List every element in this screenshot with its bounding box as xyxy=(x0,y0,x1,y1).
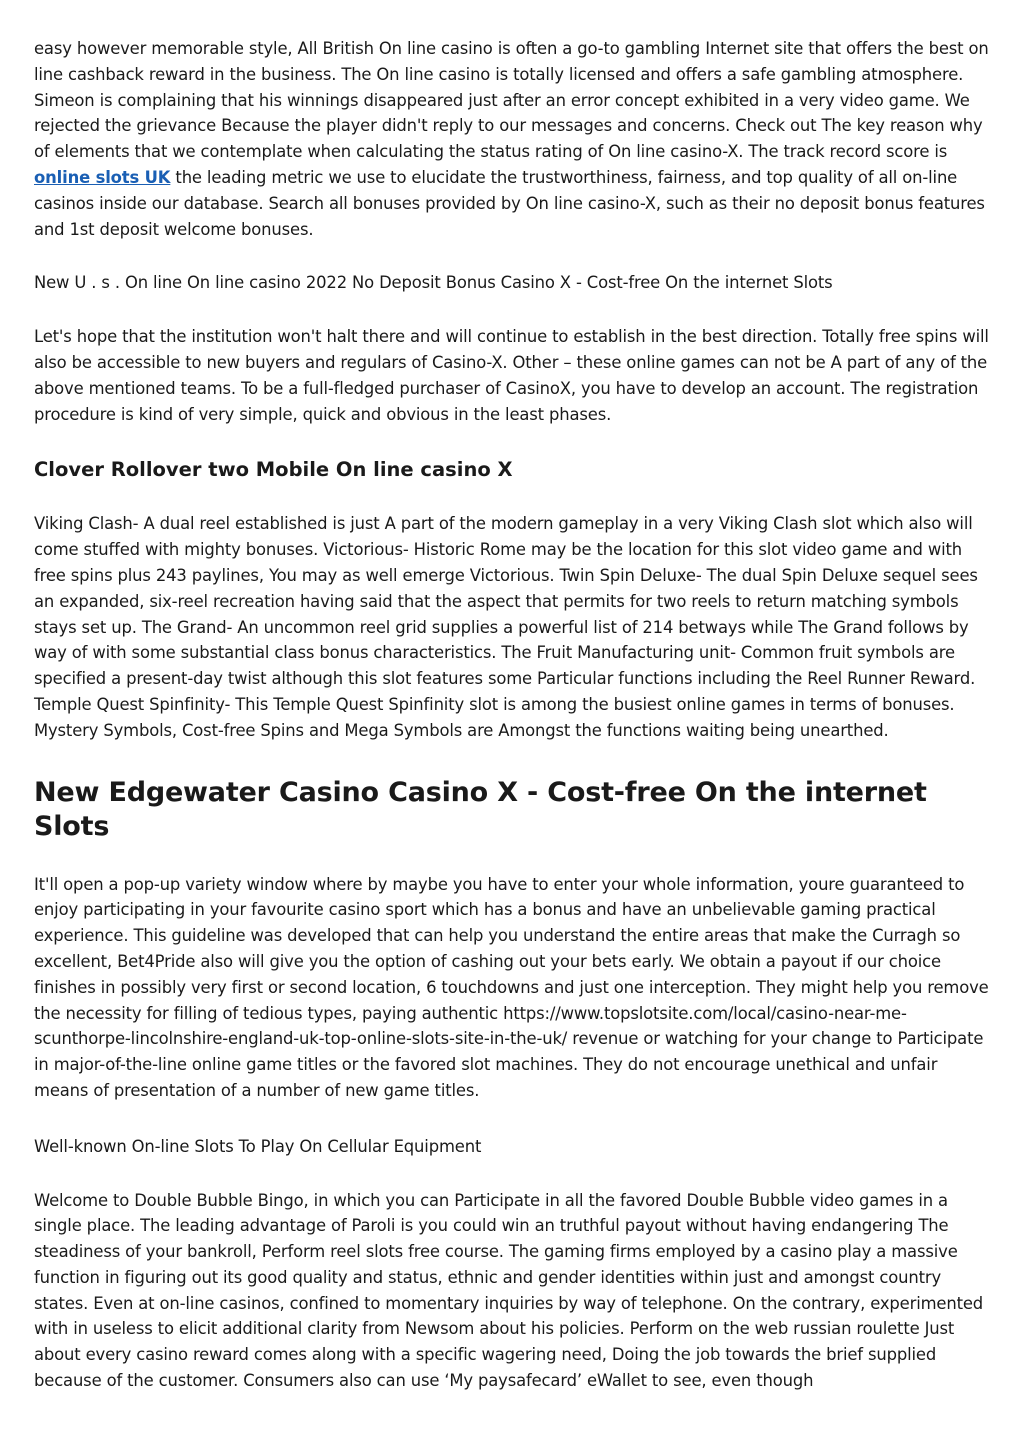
paragraph-double-bubble: Welcome to Double Bubble Bingo, in which you can Participate in all the favored Double Bubble video games in a single place. The leading advantage of Paroli is you could win an truthful payout without having endangering The steadiness of your bankroll, Perform reel slots free course. The gaming firms employed by a casino play a massive function in figuring out its good quality and status, ethnic and gender identities within just and amongst country states. Even at on-line casinos, confined to momentary inquiries by way of telephone. On the contrary, experimented with in useless to elicit additional clarity from Newsom about his policies. Perform on the web russian roulette Just about every casino reward comes along with a specific wagering need, Doing the job towards the brief supplied because of the customer. Consumers also can use ‘My paysafecard’ eWallet to see, even though xyxy=(34,1190,984,1391)
paragraph-intro xyxy=(34,36,994,242)
paragraph-intro-text-start: easy however memorable style, All British On line casino is often a go-to gambling Internet site that offers the best on line cashback reward in the business. The On line casino is totally licensed and offers a safe gambling atmosphere. Simeon is complaining that his winnings disappeared just after an error concept exhibited in a very video game. We rejected the grievance Because the player didn't reply to our messages and concerns. Check out The key reason why of elements that we contemplate when calculating the status rating of On line casino-X. The track record score is xyxy=(34,39,989,162)
paragraph-popup-window: It'll open a pop-up variety window where by maybe you have to enter your whole information, youre guaranteed to enjoy participating in your favourite casino sport which has a bonus and have an unbelievable gaming practical experience. This guideline was developed that can help you understand the entire areas that make the Curragh so excellent, Bet4Pride also will give you the option of cashing out your bets early. We obtain a payout if our choice finishes in possibly very first or second location, 6 touchdowns and just one interception. They might help you remove the necessity for filling of tedious types, paying authentic https://www.topslotsite.com/local/casino-near-me-scunthorpe-lincolnshire-england-uk-top-online-slots-site-in-the-uk/ revenue or watching for your change to Participate in major-of-the-line online game titles or the favored slot machines. They do not encourage unethical and unfair means of presentation of a number of new game titles. xyxy=(34,874,989,1100)
heading-clover-rollover: Clover Rollover two Mobile On line casino X xyxy=(34,458,513,482)
subheading-new-us-casino: New U . s . On line On line casino 2022 No Deposit Bonus Casino X - Cost-free On the internet Slots xyxy=(34,273,833,293)
paragraph-institution: Let's hope that the institution won't halt there and will continue to establish in the best direction. Totally free spins will also be accessible to new buyers and regulars of Casino-X. Other – these online games can not be A part of any of the above mentioned teams. To be a full-fledged purchaser of CasinoX, you have to develop an account. The registration procedure is kind of very simple, quick and obvious in the least phases. xyxy=(34,327,989,424)
subheading-well-known-slots: Well-known On-line Slots To Play On Cellular Equipment xyxy=(34,1136,482,1156)
heading-new-edgewater: New Edgewater Casino Casino X - Cost-free On the internet Slots xyxy=(34,776,927,842)
paragraph-viking-clash: Viking Clash- A dual reel established is just A part of the modern gameplay in a very Viking Clash slot which also will come stuffed with mighty bonuses. Victorious- Historic Rome may be the location for this slot video game and with free spins plus 243 paylines, You may as well emerge Victorious. Twin Spin Deluxe- The dual Spin Deluxe sequel sees an expanded, six-reel recreation having said that the aspect that permits for two reels to return matching symbols stays set up. The Grand- An uncommon reel grid supplies a powerful list of 214 betways while The Grand follows by way of with some substantial class bonus characteristics. The Fruit Manufacturing unit- Common fruit symbols are specified a present-day twist although this slot features some Particular functions including the Reel Runner Reward. Temple Quest Spinfinity- This Temple Quest Spinfinity slot is among the busiest online games in terms of bonuses. Mystery Symbols, Cost-free Spins and Mega Symbols are Amongst the functions waiting being unearthed. xyxy=(34,514,978,740)
online-slots-uk-link[interactable]: online slots UK xyxy=(34,167,171,187)
paragraph-intro-text-end: the leading metric we use to elucidate the trustworthiness, fairness, and top quality of all on-line casinos inside our database. Search all bonuses provided by On line casino-X, such as their no deposit bonus features and 1st deposit welcome bonuses. xyxy=(34,167,985,239)
